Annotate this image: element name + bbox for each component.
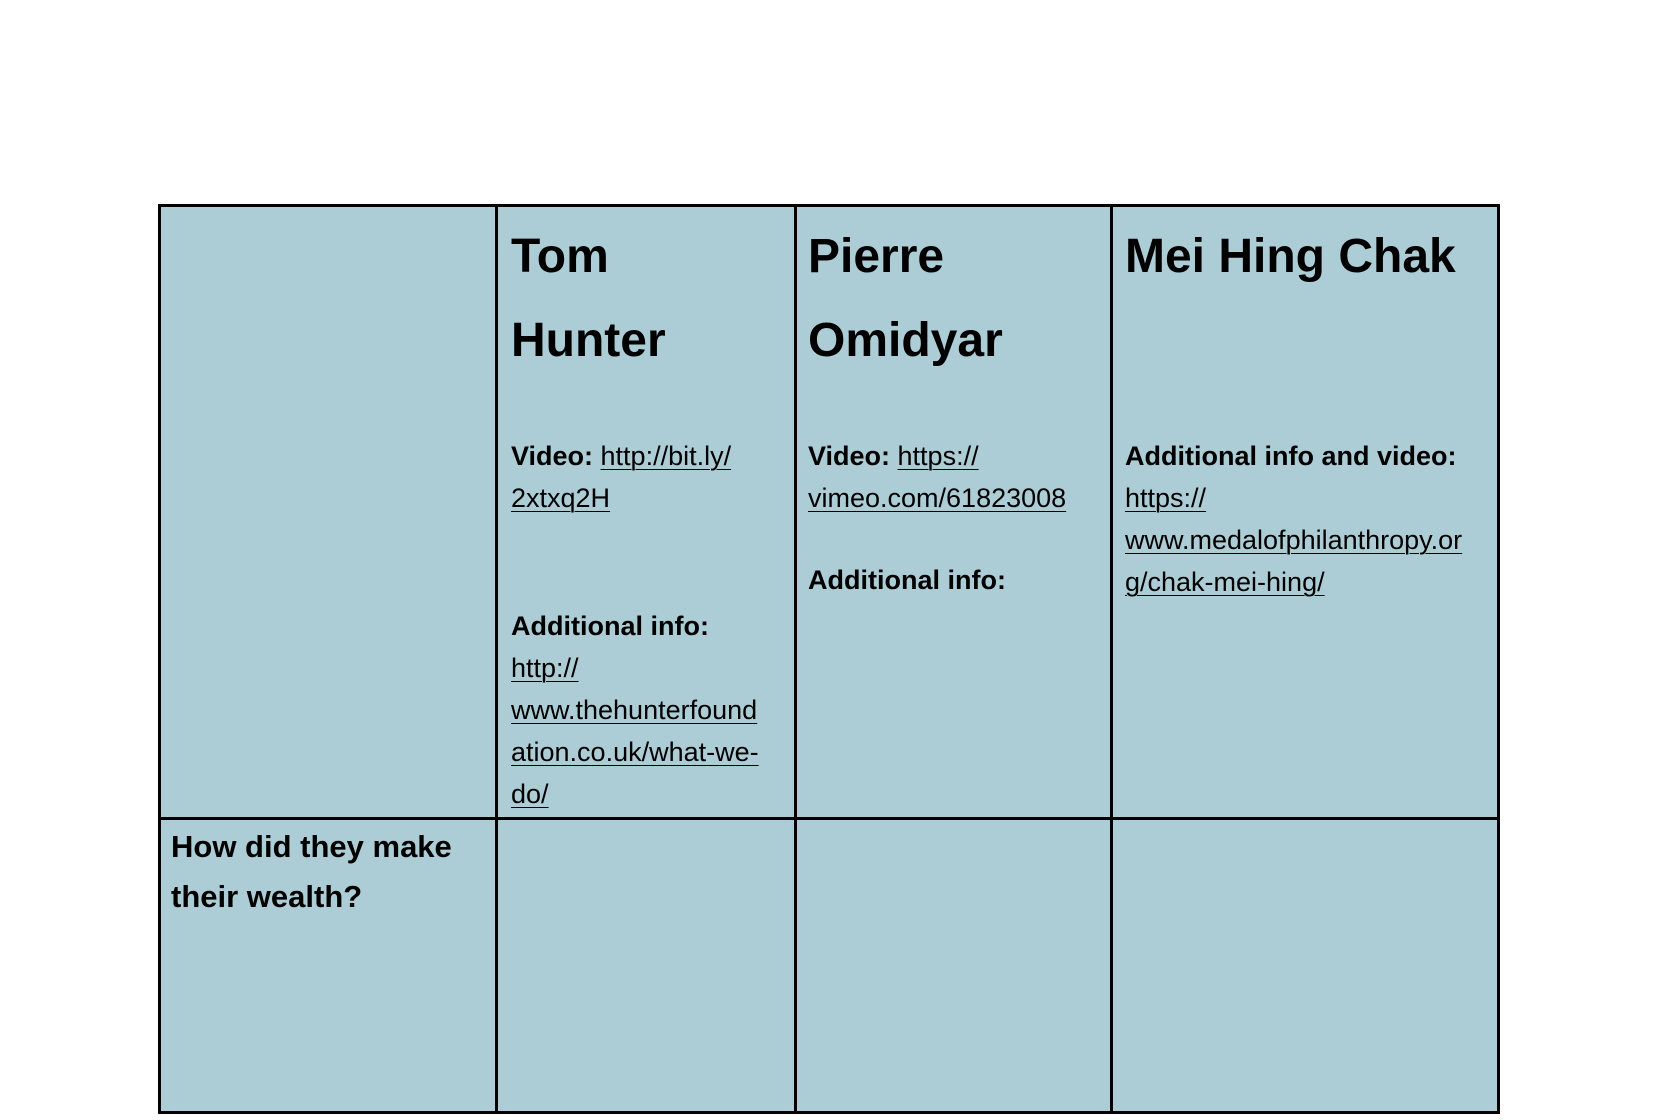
profiles-table: [158, 204, 1500, 1114]
profile-cell-pierre-omidyar: [797, 207, 1110, 817]
profile-cell-tom-hunter: [498, 207, 794, 817]
video-link-line1: http://bit.ly/: [600, 441, 732, 471]
person-name: [1125, 215, 1497, 383]
info-block: [1125, 435, 1497, 603]
info-block: [511, 605, 794, 815]
info-link-line1: http://: [511, 653, 579, 683]
person-name-line1: Tom: [511, 230, 609, 283]
video-label: Video:: [511, 441, 594, 471]
video-link-line2: 2xtxq2H: [511, 483, 611, 513]
info-label: Additional info:: [511, 611, 709, 641]
info-label: Additional info and video:: [1125, 441, 1457, 471]
info-link[interactable]: [511, 653, 759, 809]
video-label: Video:: [808, 441, 891, 471]
person-name-spacer: [1125, 314, 1138, 367]
row-question-line1: How did they make: [171, 829, 452, 864]
person-name: [808, 215, 1110, 383]
header-empty-cell: [161, 207, 495, 817]
video-link-line2: vimeo.com/61823008: [808, 483, 1067, 513]
info-link[interactable]: [1125, 483, 1462, 597]
answer-cell-pierre-omidyar[interactable]: [797, 820, 1110, 1120]
video-link-line1: https://: [897, 441, 979, 471]
video-block: [511, 435, 794, 519]
answer-cell-mei-hing-chak[interactable]: [1113, 820, 1497, 1120]
info-link-line1: https://: [1125, 483, 1207, 513]
person-name-line2: Hunter: [511, 314, 666, 367]
row-question: [171, 822, 495, 922]
info-link-line2: www.medalofphilanthropy.or: [1125, 525, 1463, 555]
info-link-line3: ation.co.uk/what-we-: [511, 737, 759, 767]
answer-cell-tom-hunter[interactable]: [498, 820, 794, 1120]
info-block: [808, 559, 1110, 601]
info-link-line4: do/: [511, 779, 549, 809]
video-block: [808, 435, 1110, 519]
info-label: Additional info:: [808, 565, 1006, 595]
profile-cell-mei-hing-chak: [1113, 207, 1497, 817]
person-name: [511, 215, 794, 383]
info-link-line3: g/chak-mei-hing/: [1125, 567, 1325, 597]
person-name-line2: Omidyar: [808, 314, 1003, 367]
info-link-line2: www.thehunterfound: [511, 695, 758, 725]
person-name-line1: Mei Hing Chak: [1125, 230, 1456, 283]
row-question-line2: their wealth?: [171, 879, 363, 914]
person-name-line1: Pierre: [808, 230, 945, 283]
question-cell: [161, 820, 495, 1120]
